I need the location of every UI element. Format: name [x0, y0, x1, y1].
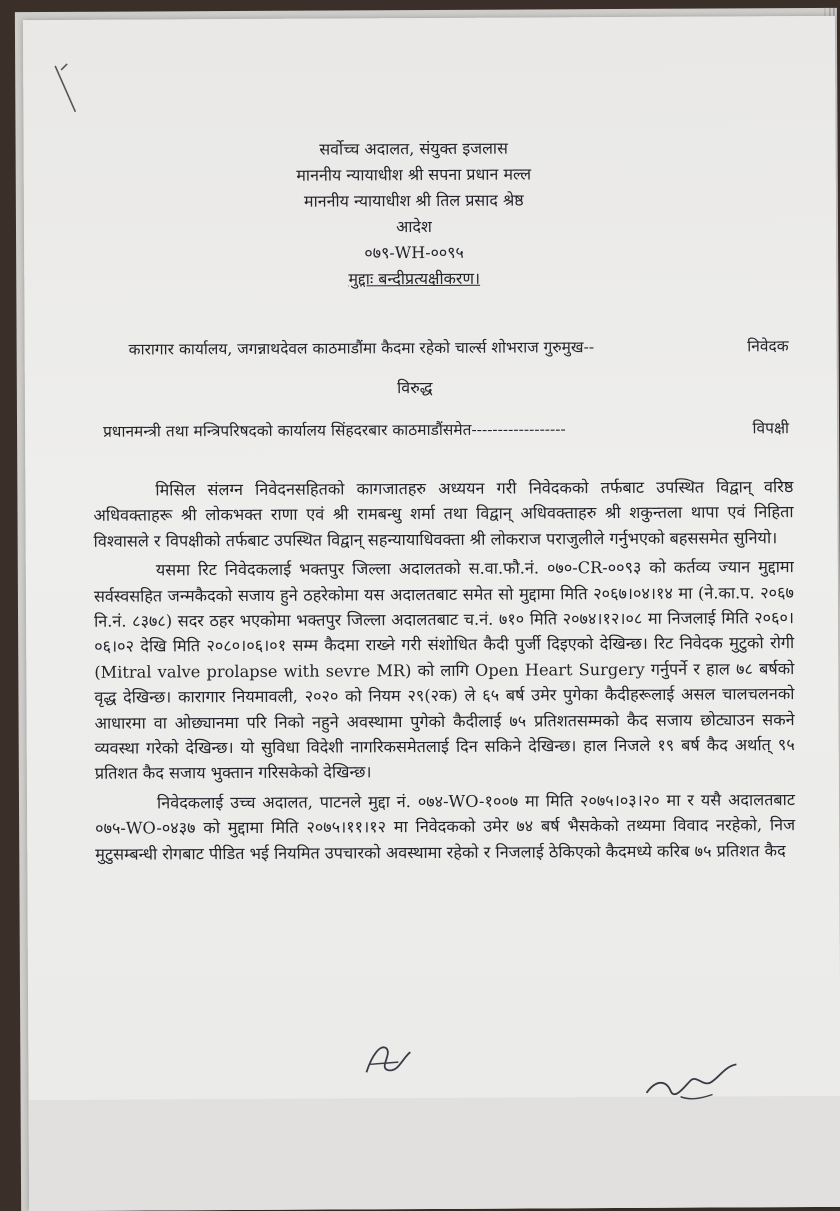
- court-order-page: [23, 16, 840, 1211]
- paragraph-1: मिसिल संलग्न निवेदनसहितको कागजातहरु अध्ययन गरी निवेदकको तर्फबाट उपस्थित विद्वान् वरिष्ठ अधिवक्ताहरू श्री लोकभक्त राणा एवं श्री रामबन्धु शर्मा तथा विद्वान् अधिवक्ताहरु श्री शकुन्तला थापा एवं निहिता विश्वासले र विपक्षीको तर्फबाट उपस्थित विद्वान् सहन्यायाधिवक्ता श्री लोकराज पराजुलीले गर्नुभएको बहससमेत सुनियो।: [93, 477, 794, 551]
- respondent-role: विपक्षी: [752, 419, 790, 438]
- case-number: ०७९-WH-००९५: [364, 242, 464, 263]
- petitioner-text: कारागार कार्यालय, जगन्नाथदेवल काठमाडौंमा कैदमा रहेको चार्ल्स शोभराज गुरुमुख--: [128, 338, 595, 359]
- initials-signature-1: [358, 1034, 418, 1084]
- petitioner-line: [129, 334, 789, 359]
- initials-signature-2: [640, 1056, 750, 1112]
- justice-2: माननीय न्यायाधीश श्री तिल प्रसाद श्रेष्ठ: [303, 190, 524, 211]
- order-title: आदेश: [396, 216, 432, 237]
- petitioner-role: निवेदक: [747, 337, 789, 356]
- page-bottom-margin: [29, 1096, 840, 1211]
- court-name: सर्वोच्च अदालत, संयुक्त इजलास: [319, 138, 508, 159]
- case-subject: मुद्दाः बन्दीप्रत्यक्षीकरण।: [348, 268, 481, 289]
- order-body: [93, 474, 795, 871]
- respondent-text: प्रधानमन्त्री तथा मन्त्रिपरिषदको कार्यालय सिंहदरबार काठमाडौंसमेत------------------: [103, 420, 566, 441]
- justice-1: माननीय न्यायाधीश श्री सपना प्रधान मल्ल: [296, 164, 532, 185]
- document-header: [24, 134, 805, 294]
- versus-label: विरुद्ध: [397, 377, 433, 398]
- paragraph-2: यसमा रिट निवेदकलाई भक्तपुर जिल्ला अदालतको स.वा.फौ.नं. ०७०-CR-००९३ को कर्तव्य ज्यान मुद्दामा सर्वस्वसहित जन्मकैदको सजाय हुने ठहरेकोमा यस अदालतबाट समेत सो मुद्दामा मिति २०६७।०४।१४ मा (ने.का.प. २०६७ नि.नं. ८३७८) सदर ठहर भएकोमा भक्तपुर जिल्ला अदालतबाट च.नं. ७१० मिति २०७४।१२।०८ मा निजलाई मिति २०६०।०६।०२ देखि मिति २०८०।०६।०१ सम्म कैदमा राख्ने गरी संशोधित कैदी पुर्जी दिइएको देखिन्छ। रिट निवेदक मुटुको रोगी (Mitral valve prolapse with sevre MR) को लागि Open Heart Surgery गर्नुपर्ने र हाल ७८ बर्षको वृद्ध देखिन्छ। कारागार नियमावली, २०२० को नियम २९(२क) ले ६५ बर्ष उमेर पुगेका कैदीहरूलाई असल चालचलनको आधारमा वा ओछ्यानमा परि निको नहुने अवस्थामा पुगेको कैदीलाई ७५ प्रतिशतसम्मको कैद सजाय छोट्याउन सकने व्यवस्था गरेको देखिन्छ। यो सुविधा विदेशी नागरिकसमेतलाई दिन सकिने देखिन्छ। हाल निजले १९ बर्ष कैद अर्थात् ९५ प्रतिशत कैद सजाय भुक्तान गरिसकेको देखिन्छ।: [93, 557, 795, 784]
- paper-stack: [15, 8, 840, 1211]
- respondent-line: [103, 416, 789, 442]
- paragraph-3: निवेदकलाई उच्च अदालत, पाटनले मुद्दा नं. ०७४-WO-१००७ मा मिति २०७५।०३।२० मा र यसै अदालतबाट ०७५-WO-०४३७ को मुद्दामा मिति २०७५।११।१२ मा निवेदकको उमेर ७४ बर्ष भैसकेको तथ्यमा विवाद नरहेको, निज मुटुसम्बन्धी रोगबाट पीडित भई नियमित उपचारको अवस्थामा रहेको र निजलाई ठेकिएको कैदमध्ये करिब ७५ प्रतिशत कैद: [95, 789, 796, 864]
- document-text: [23, 16, 840, 1120]
